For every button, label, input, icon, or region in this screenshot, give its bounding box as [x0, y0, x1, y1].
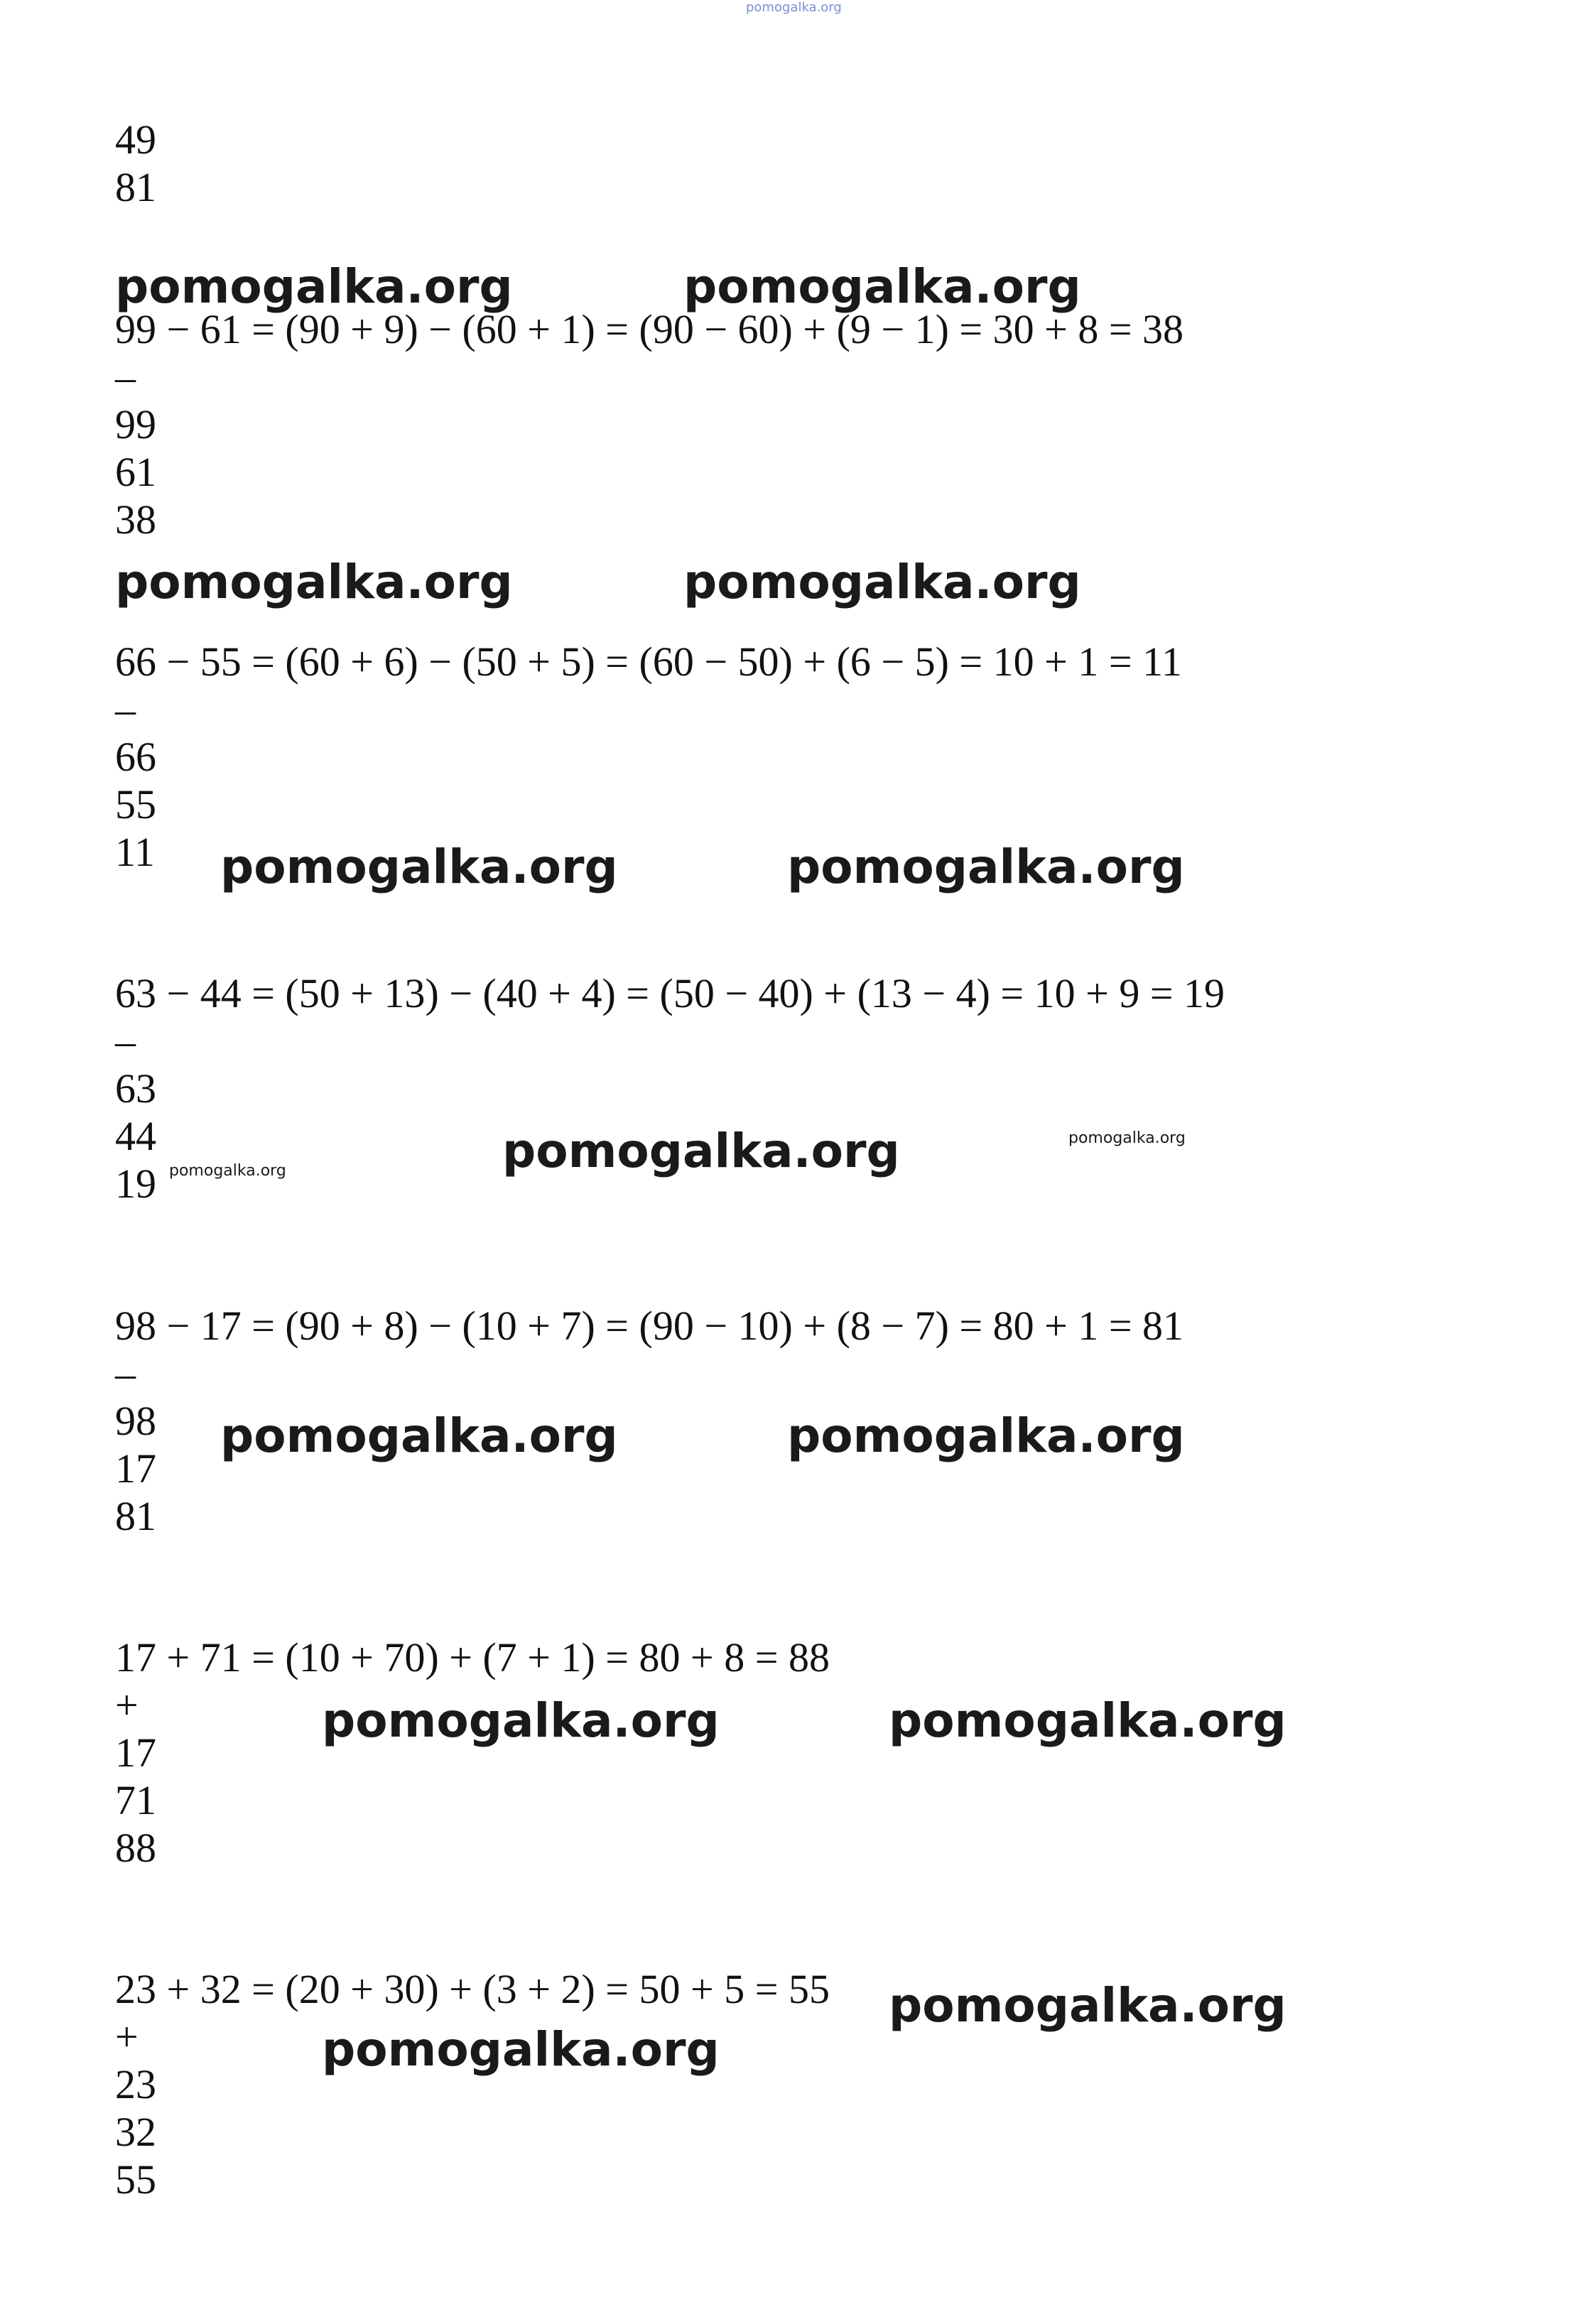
watermark-3: pomogalka.org [115, 555, 513, 609]
block-2-line-1: 66 [115, 734, 156, 780]
block-3-sign: – [115, 1018, 136, 1064]
watermark-small-2: pomogalka.org [1068, 1129, 1186, 1147]
watermark-8: pomogalka.org [220, 1408, 618, 1463]
header-watermark: pomogalka.org [746, 0, 842, 15]
watermark-7: pomogalka.org [502, 1124, 900, 1178]
block-1-sign: – [115, 354, 136, 400]
watermark-9: pomogalka.org [787, 1408, 1185, 1463]
block-2-sign: – [115, 686, 136, 732]
block-5-equation: 17 + 71 = (10 + 70) + (7 + 1) = 80 + 8 = 88 [115, 1634, 830, 1680]
block-2-equation: 66 − 55 = (60 + 6) − (50 + 5) = (60 − 50) + (6 − 5) = 10 + 1 = 11 [115, 639, 1182, 685]
block-5-line-3: 88 [115, 1825, 156, 1871]
watermark-11: pomogalka.org [889, 1693, 1287, 1748]
block-5-line-1: 17 [115, 1730, 156, 1776]
block-6-line-1: 23 [115, 2061, 156, 2107]
block-6-equation: 23 + 32 = (20 + 30) + (3 + 2) = 50 + 5 = 55 [115, 1966, 830, 2012]
block-1-line-2: 61 [115, 449, 156, 495]
block-4-line-2: 17 [115, 1445, 156, 1492]
block-4-sign: – [115, 1350, 136, 1396]
block-1-equation: 99 − 61 = (90 + 9) − (60 + 1) = (90 − 60) + (9 − 1) = 30 + 8 = 38 [115, 306, 1184, 352]
block-4-line-1: 98 [115, 1398, 156, 1444]
block-3-equation: 63 − 44 = (50 + 13) − (40 + 4) = (50 − 40) + (13 − 4) = 10 + 9 = 19 [115, 970, 1225, 1016]
block-3-line-1: 63 [115, 1065, 156, 1112]
block-1-line-1: 99 [115, 401, 156, 447]
watermark-small-1: pomogalka.org [169, 1162, 286, 1180]
block-6-line-3: 55 [115, 2156, 156, 2203]
block-0-line-1: 49 [115, 116, 156, 163]
block-0-line-2: 81 [115, 164, 156, 210]
watermark-6: pomogalka.org [787, 840, 1185, 894]
watermark-1: pomogalka.org [115, 259, 513, 314]
block-5-sign: + [115, 1682, 139, 1728]
block-1-line-3: 38 [115, 496, 156, 543]
block-3-line-3: 19 [115, 1161, 156, 1207]
watermark-2: pomogalka.org [683, 259, 1081, 314]
watermark-13: pomogalka.org [322, 2022, 720, 2077]
watermark-12: pomogalka.org [889, 1978, 1287, 2033]
block-5-line-2: 71 [115, 1777, 156, 1823]
block-2-line-2: 55 [115, 781, 156, 827]
watermark-10: pomogalka.org [322, 1693, 720, 1748]
block-3-line-2: 44 [115, 1113, 156, 1159]
block-4-equation: 98 − 17 = (90 + 8) − (10 + 7) = (90 − 10) + (8 − 7) = 80 + 1 = 81 [115, 1303, 1184, 1349]
watermark-4: pomogalka.org [683, 555, 1081, 609]
watermark-5: pomogalka.org [220, 840, 618, 894]
block-2-line-3: 11 [115, 829, 155, 875]
block-6-line-2: 32 [115, 2109, 156, 2155]
block-6-sign: + [115, 2014, 139, 2060]
block-4-line-3: 81 [115, 1493, 156, 1539]
